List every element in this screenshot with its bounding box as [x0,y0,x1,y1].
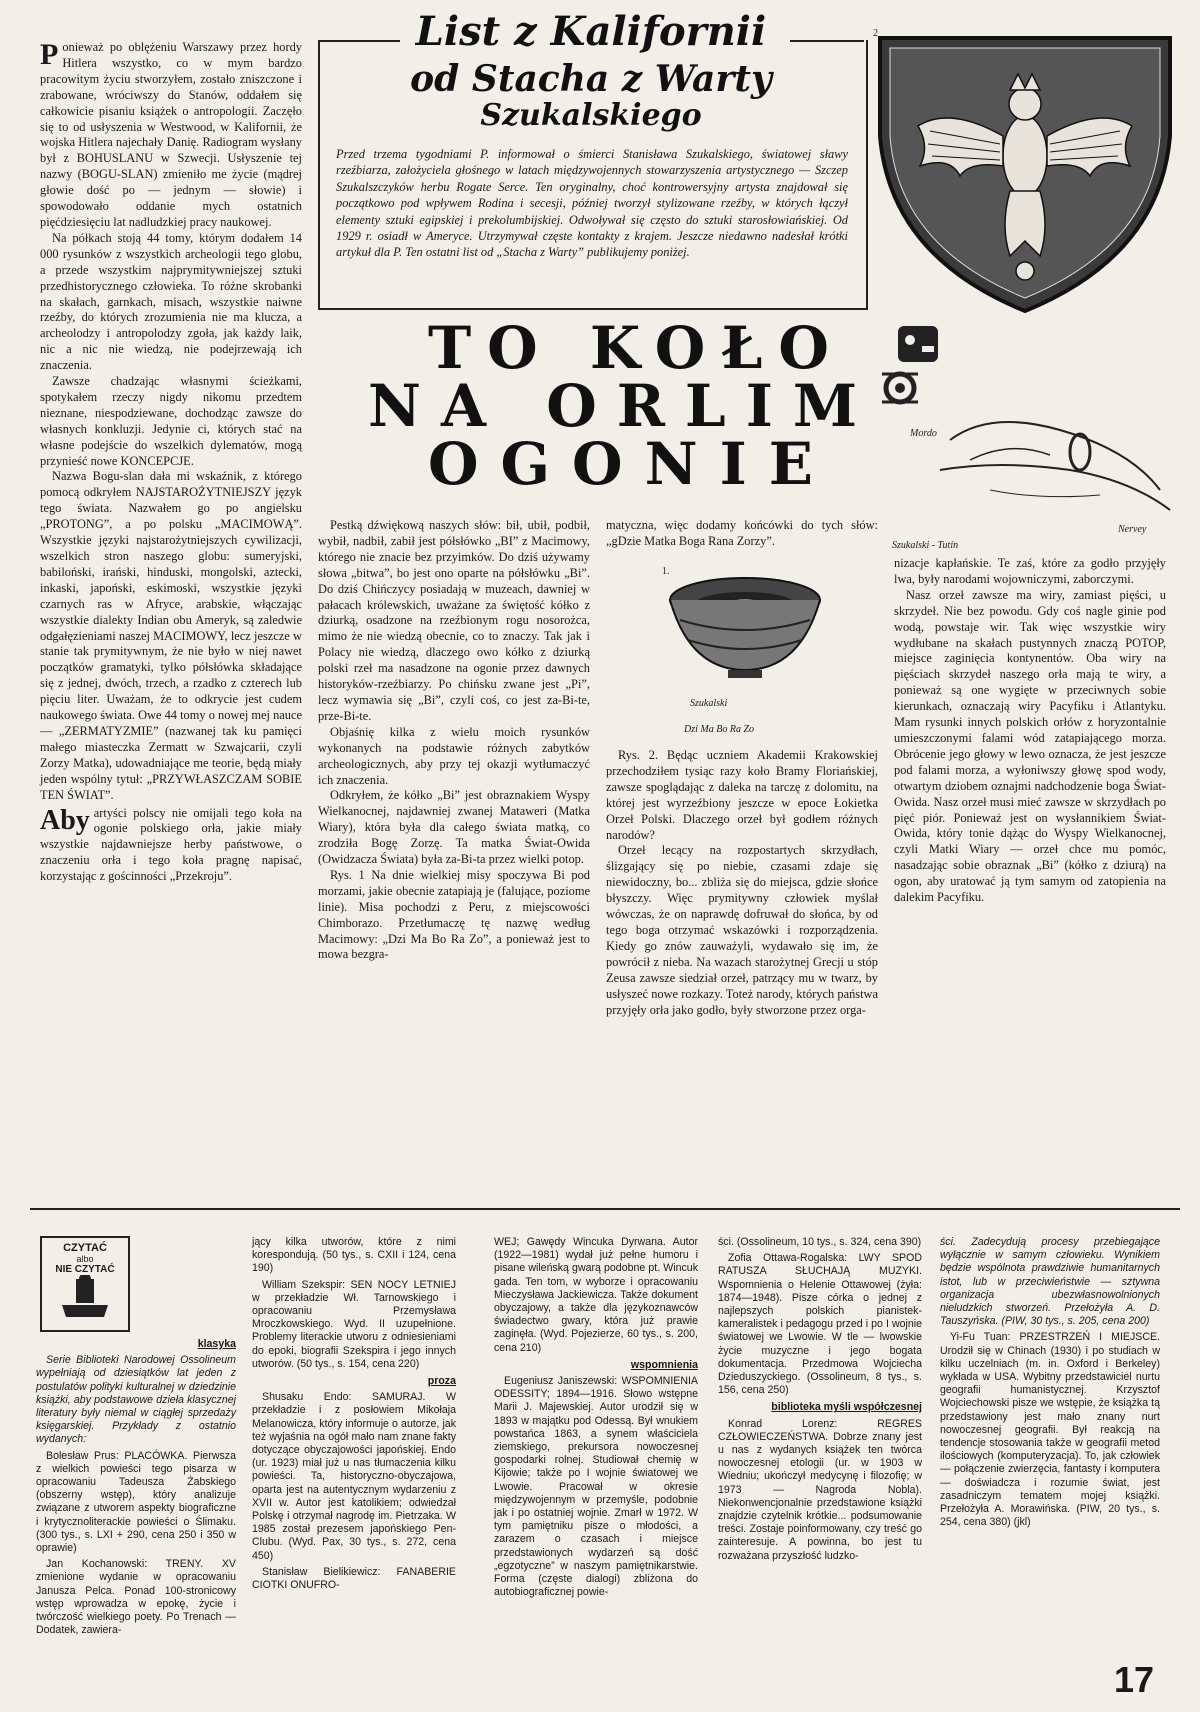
column-2 [318,518,590,963]
section-wspomnienia: wspomnienia [630,1358,698,1371]
review-c5-p1: ści. Zadecydują procesy przebiegające wyłącznie w samym człowieku. Wynikiem będzie wspólnota prawdziwie humanitarnych istot, lub w przeciwieństwie — sztywna organizacja ubezwłasnowolnionych nieludzkich stworzeń. Przełożyła A. D. Tauszyńska. (PIW, 30 tys., s. 205, cena 200) [940,1236,1160,1328]
page-number: 17 [1114,1659,1155,1700]
review-c1-p2: Bolesław Prus: PLACÓWKA. Pierwsza z wielkich powieści tego pisarza w opracowaniu Tadeusza Żabskiego (obszerny wstęp), który analizuje związane z utworem aspekty biograficzne i krytycznoliterackie powieści o Ślimaku. (300 tys., s. LXI + 290, cena 250 i 350 w oprawie) [36,1449,236,1555]
col2-para-2: Objaśnię kilka z wielu moich rysunków wykonanych na podstawie różnych zabytków archeologicznych, aby przy tej okazji wytłumaczyć ich znaczenia. [318,724,590,787]
review-c2-p3: Shusaku Endo: SAMURAJ. W przekładzie i z posłowiem Mikołaja Melanowicza, który informuje o autorze, jak też wyjaśnia na ogół mało nam znane fakty dotyczące obyczajowości japońskiej. Endo (ur. 1923) miał już u nas tłumaczenia kilku powieści. Ta, historyczno-obyczajowa, oparta jest na autentycznym wydarzeniu z XVII w. Autor jest katolikiem; odwiedzał Polskę i otrzymał nagrodę im. Pietrzaka. W 1985 został prezesem japońskiego Pen-Clubu. (Wyd. Pax, 30 tys., s. 272, cena 450) [252,1391,456,1562]
review-c4-p3: Konrad Lorenz: REGRES CZŁOWIECZEŃSTWA. Dobrze znany jest u nas z wydanych książek ten twórca nowoczesnej etologii (ur. w 1903 w Wiedniu; ukończył medycynę i filozofię; w 1973 — Nagroda Nobla). Niekonwencjonalnie przedstawione książki znajdzie czytelnik krótkie... podsumowanie treści. Zostaje poinformowany, czy treść go zainteresuje. A powinna, bo jest tu rozważana przyszłość ludzko- [718,1417,922,1562]
title-line-2: od Stacha z Warty [410,58,772,100]
bowl-illustration [660,570,830,690]
col1-para-2: Na półkach stoją 44 tomy, którym dodałem 14 000 rysunków z wszystkich archeologii tego globu, a przede wszystkim najprymitywniejszej sztuki przedhistorycznego człowieka. To różne skrobanki na skałach, garnkach, misach, wszystkie naiwne rzeźby, do których zrozumienia nie ma klucza, a archeolodzy i antropolodzy zgoła, jak każdy laik, nic a nic nie wiedzą, nie podejrzewają ich znaczenia. [40,230,302,373]
column-4 [894,556,1166,906]
section-biblioteka: biblioteka myśli współczesnej [771,1401,922,1414]
col1-para-4: Nazwa Bogu-slan dała mi wskaźnik, z którego pomocą odkryłem NAJSTAROŻYTNIEJSZY język tego świata. Nazwałem go po angielsku „PROTONG”, a po polsku „MACIMOWĄ”. Wszystkie języki najstarożytniejszych cywilizacji, wszelkich stron naszego globu: sumeryjski, babiloński, irański, hinduski, mongolski, aztecki, inkaski, japoński, eskimoski, wszystkie języki czarnych ras w Afryce, arabskie, włączając wszystkie dialekty Indian obu Ameryk, są zaledwie odgałęzieniami naszej MACIMOWY, lecz jeszcze w stanie tak prymitywnym, że nie było w niej nawet początków gramatyki, tylko półsłówka składające się z jednej, dwóch, trzech, a rzadko z czterech lub pięciu liter. Uważam, że to odkrycie jest cudem naukowego świata. Owe 44 tomy o nowej mej nauce — „ZERMATYZMIE” (nazwanej tak ku pamięci małego miasteczka Zermatt w Szwajcarii, czyli Zorzy Matka), udowadniające me teorie, będą miały jeden wspólny tytuł: „PRZYWŁASZCZAM SOBIE TEN ŚWIAT”. [40,469,302,802]
title-line-3: Szukalskiego [480,98,702,133]
figure-number-2: 2 [873,28,878,39]
hand-ring-illustration [930,400,1180,530]
review-c3-p1: WEJ; Gawędy Wincuka Dyrwana. Autor (1922—1981) wydał już pełne humoru i pisane wileńską gwarą podobne pt. Wincuk gada. Ten tom, w wyborze i opracowaniu Mieczysława Jackiewicza. Także dokument obyczajowy, a także dla językoznawców świadectwo gwary, która już prawie zaginęła. (Wyd. Pojezierze, 60 tys., s. 200, cena 210) [494,1236,698,1354]
column-3-top [606,518,878,550]
eagle-shield-illustration [860,26,1190,316]
logo-line-1: CZYTAĆ [63,1242,107,1254]
headline-line-3: OGONIE [428,430,835,498]
review-c2-p1: jący kilka utworów, które z nimi korespondują. (50 tys., s. CXII i 124, cena 190) [252,1236,456,1275]
col4-para-1: nizacje kapłańskie. Te zaś, które za godło przyjęły lwa, były narodami wojowniczymi, zaborczymi. [894,556,1166,586]
section-proza: proza [427,1375,456,1388]
review-c1-p1: Serie Biblioteki Narodowej Ossolineum wypełniają od dziesiątków lat jeden z postulatów polityki kulturalnej w dziedzinie książki, aby podstawowe dzieła klasycznej literatury były niemal w ciągłej sprzedaży księgarskiej. Przykłady z ostatnio wydanych: [36,1354,236,1446]
col4-para-2: Nasz orzeł zawsze ma wiry, zamiast pięści, u skrzydeł. Nie bez powodu. Gdy coś nagle ginie pod wodą, powstaje wir. Tak więc wszystkie wiry wydłubane na skałach pustynnych znaczą POTOP, miejsce zaginięcia kontynentów. Oba wiry na pięściach skrzydeł naszego orła mają te wiry, a ponieważ są one wygięte w przeciwnych sobie kierunkach, oznaczają wiry Pacyfiku i Atlantyku. Mam rysunki innych polskich orłów z horyzontalnie umieszczonymi falami wód zatapiającego morza. Obrócenie jego głowy w lewo oznacza, że jest jeszcze pod falami morza, a wyłoniwszy głowę spod wody, otwartym dziobem oznajmi nadchodzenie boga Świat-Owida. Nasz orzeł musi mieć zawsze w skrzydłach po pięć piór. Ponieważ jest on wysłannikiem Świat-Owida, który tonie dążąc do Wyspy Wielkanocnej, czyli Matki Wiary — orzeł chce mu pomóc, nasadzając sobie obraznak „Bi” (kółko z dziurą) na ogon, aby uratować ją tym samym od zatopienia na dalekim Pacyfiku. [894,587,1166,905]
headline-line-2: NA ORLIM [368,372,878,440]
review-c1-p3: Jan Kochanowski: TRENY. XV zmienione wydanie w opracowaniu Janusza Pelca. Ponad 100-stronicowy wstęp wprowadza w epokę, życie i twórczość wielkiego poety. Po Trenach — Dodatek, zawiera- [36,1558,236,1637]
review-c5-p2: Yi-Fu Tuan: PRZESTRZEŃ I MIEJSCE. Urodził się w Chinach (1930) i po studiach w kilku uczelniach (m. in. Oxford i Berkeley) wykłada w USA. Wybitny przedstawiciel nurtu geografii humanistycznej. Krzysztof Wojciechowski pisze we wstępie, że książka tą przedstawiony jest mało znany nurt nowoczesnej geografii. Był reakcją na tendencje stosowania także w geografii metod ilościowych (komputeryzacja). To, jak człowiek — połączenie zwierzęcia, fantasty i komputera — doświadcza i rozumie świat, jest zasadniczym tematem mojej książki. Przełożyła A. Morawińska. (PIW, 20 tys., s. 254, cena 380) (jkl) [940,1331,1160,1529]
col3-para-1: matyczna, więc dodamy końcówki do tych słów: „gDzie Matka Boga Rana Zorzy”. [606,518,878,548]
column-3 [606,748,878,1018]
review-c4-p2: Zofia Ottawa-Rogalska: LWY SPOD RATUSZA SŁUCHAJĄ MUZYKI. Wspomnienia o Helenie Ottawowej (żyła: 1874—1948). Pisze córka o jednej z najlepszych polskich pianistek-kameralistek i pedagogu przed i po I wojnie światowej we Lwowie. W tle — lwowskie życie muzyczne i jego bogata dokumentacja. Przedmowa Wojciecha Dzieduszyckiego. (Ossolineum, 8 tys., s. 156, cena 250) [718,1252,922,1397]
col1-para-1: onieważ po oblężeniu Warszawy przez hordy Hitlera wszystko, co w mym bardzo pracowitym życiu stworzyłem, zostało zniszczone i zrabowane, wróciwszy do Stanów, oddałem się całkowicie pisaniu książek o antropologii. Zaczęło się to od usłyszenia w Westwood, w Kalifornii, że wojska Hitlera najechały Danię. Radiogram wysłany był z BOHUSLANU w Szwecji. Usłyszenie tej nazwy (BOGU-SLAN) zmieniło me życie (mądrej głowie dość po — jednym — słowie) i spowodowało oddanie mych ostatnich pięćdziesięciu lat nadludzkiej pracy naukowej. [40,40,302,229]
dropcap-letter: P [40,38,59,71]
col1-para-3: Zawsze chadzając własnymi ścieżkami, spotykałem rzeczy nigdy nikomu przedtem nieznane, niespodziewane, dochodząc zawsze do własnych konkluzji. Jedynie ci, których stać na własne podejście do wszelkich dylematów, mogą przynieść nowe KONCEPCJE. [40,374,302,468]
bowl-signature: Szukalski [690,698,728,709]
col3-para-2: Rys. 2. Będąc uczniem Akademii Krakowskiej przechodziłem tysiąc razy koło Bramy Floriańskiej, zawsze spoglądając z daleka na tarczę z dolomitu, na której jest wyrzeźbiony jeszcze w epoce Łokietka Orzeł Polski. Dlaczego orzeł był godłem różnych narodów? [606,748,878,842]
column-1 [40,40,302,885]
book-figure-icon [42,1275,128,1321]
review-column-4 [718,1236,922,1566]
review-column-5 [940,1236,1160,1532]
bowl-inscription: Dzi Ma Bo Ra Zo [684,724,754,735]
hand-signature-2: Szukalski - Tutin [892,540,959,551]
logo-line-2: albo [76,1254,94,1264]
title-line-1: List z Kalifornii [415,8,767,55]
headline-line-1: TO KOŁO [428,314,845,382]
review-c4-p1: ści. (Ossolineum, 10 tys., s. 324, cena 390) [718,1236,922,1248]
review-column-2 [252,1236,456,1595]
aby-lead: Aby [40,804,90,836]
review-c2-p4: Stanisław Bielikiewicz: FANABERIE CIOTKI ONUFRO- [252,1565,456,1592]
review-column-1 [36,1334,236,1640]
col2-para-4: Rys. 1 Na dnie wielkiej misy spoczywa Bi pod morzami, jakie obecnie zatapiają je (falujące, poziome linie). Misa pochodzi z Peru, z miejscowości Chimborazo. Przetłumaczę tę nazwę według Macimowy: „Dzi Ma Bo Ra Zo”, a ponieważ jest to mowa bezgra- [318,867,590,962]
section-divider [30,1208,1180,1210]
section-klasyka: klasyka [197,1338,236,1350]
czytac-logo [40,1236,130,1332]
logo-line-3: NIE CZYTAĆ [55,1264,115,1275]
review-c2-p2: William Szekspir: SEN NOCY LETNIEJ w przekładzie Wł. Tarnowskiego i opracowaniu Przemysława Mroczkowskiego. Wyd. II uzupełnione. Problemy literackie utworu z odniesieniami do epoki, biografii Szekspira i jego innych utworów. (50 tys., s. 154, cena 220) [252,1278,456,1370]
figure-number-1: 1. [662,566,670,577]
review-c3-p2: Eugeniusz Janiszewski: WSPOMNIENIA ODESSITY; 1894—1916. Słowo wstępne Marii J. Majewskiej. Autor urodził się w 1893 w majątku pod Odessą. Był wnukiem powstańca 1863, a synem właściciela ziemskiego, prekursora nowoczesnej gospodarki rolnej. Studiował chemię w Kijowie; także po I wojnie światowej we Lwowie. Pracował w okresie międzywojennym w przemyśle, podobnie jak i po ostatniej wojnie. Zmarł w 1972. W tym pamiętniku pisze o młodości, a zarazem o czasach i miejsce przedstawionych wydarzeń są dość „egzotyczne” w naszym pamiętnikarstwie. Forma (częste dialogi) zbliżona do autobiograficznej powie- [494,1375,698,1599]
col2-para-1: Pestką dźwiękową naszych słów: bił, ubił, podbił, wybił, nadbił, zabił jest półsłówko „BI” z Macimowy, którego nie znacie bez przyimków. Do dziś używamy słowa „bitwa”, bo jest ono oparte na półsłówku „Bi”. Do dziś Chińczycy posiadają w muzeach, dawniej w pałacach królewskich, uważane za świętość kółko z dziurką, osadzone na rzeźbionym rogu nosorożca, mimo że nie wiedzą obecnie, co to znaczy. Tak jak i Polacy nie wiedzą, dlaczego owo kółko z dziurką polski rzeł ma nasadzone na ogonie przez dawnych historyków-rzeźbiarzy. Po chińsku zwane jest „Pi”, lecz wymawia się „Bi”, czyli coś, co jest za-Bi-te, prze-Bi-te. [318,518,590,723]
review-column-3 [494,1236,698,1602]
col1-para-5: artyści polscy nie omijali tego koła na ogonie polskiego orła, jakie miały wszystkie najdawniejsze herby państwowe, o znaczeniu orła i tego koła pragnę napisać, korzystając z gościnności „Przekroju”. [40,805,302,884]
eagle-signature: Mordo [910,428,937,439]
hand-signature: Nervey [1118,524,1147,535]
col2-para-3: Odkryłem, że kółko „Bi” jest obraznakiem Wyspy Wielkanocnej, najdawniej zwanej Mataweri (Matka Wiary), która była dla całego świata matką, co zrodziła Bogę Zorzę. Ta matka Świat-Owida (Owidzacza Świata) była za-Bi-ta przez wielki potop. [318,788,590,867]
intro-paragraph: Przed trzema tygodniami P. informował o śmierci Stanisława Szukalskiego, światowej sławy rzeźbiarza, założyciela głośnego w latach międzywojennych stowarzyszenia artystycznego — Szczep Szukalszczyków herbu Rogate Serce. Ten oryginalny, choć kontrowersyjny artysta znajdował się początkowo pod wpływem Rodina i secesji, później tworzył stylizowane rzeźby, w których łączył elementy sztuki egipskiej i prekolumbijskiej. Odwoływał się często do sztuki starosłowiańskiej. Od 1929 r. osiadł w Ameryce. Utrzymywał częste kontakty z krajem. Jeszcze niedawno nadesłał krótki artykuł dla P. Ten ostatni list od „Stacha z Warty” publikujemy poniżej. [336,147,848,260]
col3-para-3: Orzeł lecący na rozpostartych skrzydłach, ślizgający się po niebie, czasami zdaje się niewidoczny, bo... zbliża się do miejsca, gdzie słońce błyszczy. Więc prymitywny człowiek myślał wówczas, że on naprawdę dofruwał do słońca, by od tego boga otrzymać wskazówki i rozporządzenia. Kiedy go znów zauważyli, wydawało się im, że powrócił z nieba. Na wazach starożytnej Grecji u stóp Zeusa zawsze siedział orzeł, patrzący mu w twarz, by usłyszeć nowe rozkazy. Toteż narody, których państwa przyjęły orła jako godło, były stworzone przez orga- [606,843,878,1017]
